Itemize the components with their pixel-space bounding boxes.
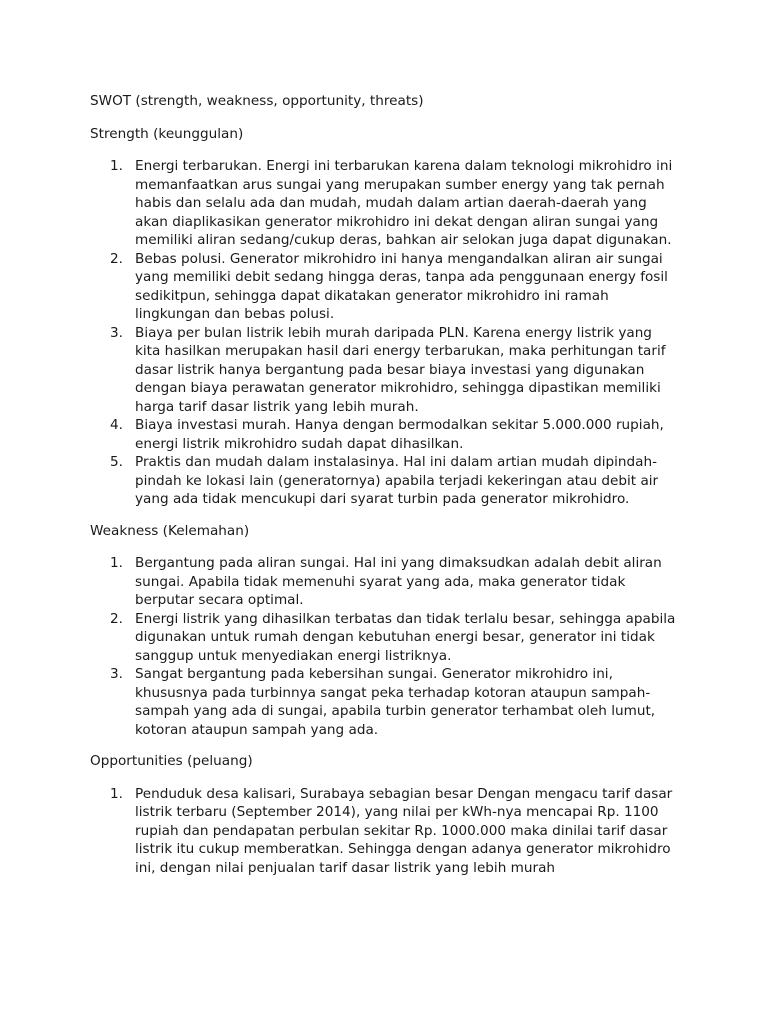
list-number: 1. — [110, 555, 123, 571]
section-heading: Strength (keunggulan) — [90, 125, 244, 142]
numbered-list — [90, 157, 680, 509]
section-weakness — [90, 522, 680, 740]
list-number: 3. — [110, 666, 123, 682]
list-item-text: Praktis dan mudah dalam instalasinya. Hal ini dalam artian mudah dipindah-pindah ke lokasi lain (generatornya) apabila terjadi kekeringan atau debit air yang ada tidak mencukupi dari syarat turbin pada generator mikrohidro. — [135, 454, 659, 507]
list-item-text: Bergantung pada aliran sungai. Hal ini yang dimaksudkan adalah debit aliran sungai. Apabila tidak memenuhi syarat yang ada, maka generator tidak berputar secara optimal. — [135, 555, 662, 608]
list-item — [90, 554, 680, 610]
list-item-text: Energi terbarukan. Energi ini terbarukan karena dalam teknologi mikrohidro ini memanfaatkan arus sungai yang merupakan sumber energy yang tak pernah habis dan selalu ada dan mudah, mudah dalam artian daerah-daerah yang akan diaplikasikan generator mikrohidro ini dekat dengan aliran sungai yang memiliki aliran sedang/cukup deras, bahkan air selokan juga dapat digunakan. — [135, 158, 673, 248]
list-item — [90, 610, 680, 666]
list-item — [90, 324, 680, 417]
list-item — [90, 665, 680, 739]
document-title: SWOT (strength, weakness, opportunity, threats) — [90, 93, 424, 109]
list-number: 4. — [110, 417, 123, 433]
list-item — [90, 250, 680, 324]
list-item-text: Biaya per bulan listrik lebih murah daripada PLN. Karena energy listrik yang kita hasilkan merupakan hasil dari energy terbarukan, maka perhitungan tarif dasar listrik hanya bergantung pada besar biaya investasi yang digunakan dengan biaya perawatan generator mikrohidro, sehingga dipastikan memiliki harga tarif dasar listrik yang lebih murah. — [135, 324, 666, 415]
list-number: 1. — [110, 785, 123, 802]
document-page — [90, 92, 680, 890]
list-item-text: Sangat bergantung pada kebersihan sungai. Generator mikrohidro ini, khususnya pada turbinnya sangat peka terhadap kotoran ataupun sampah-sampah yang ada di sungai, apabila turbin generator terhambat oleh lumut, kotoran ataupun sampah yang ada. — [135, 666, 656, 738]
list-item-text: Bebas polusi. Generator mikrohidro ini hanya mengandalkan aliran air sungai yang memiliki debit sedang hingga deras, tanpa ada penggunaan energy fosil sedikitpun, sehingga dapat dikatakan generator mikrohidro ini ramah lingkungan dan bebas polusi. — [135, 250, 668, 322]
list-number: 3. — [110, 324, 123, 341]
section-strength — [90, 125, 680, 509]
list-item — [90, 157, 680, 250]
section-heading: Opportunities (peluang) — [90, 753, 253, 769]
list-number: 2. — [110, 250, 123, 267]
list-number: 2. — [110, 610, 123, 627]
list-number: 5. — [110, 454, 123, 470]
list-item — [90, 785, 680, 878]
list-item — [90, 453, 680, 509]
list-item-text: Penduduk desa kalisari, Surabaya sebagian besar Dengan mengacu tarif dasar listrik terbaru (September 2014), yang nilai per kWh-nya mencapai Rp. 1100 rupiah dan pendapatan perbulan sekitar Rp. 1000.000 maka dinilai tarif dasar listrik itu cukup memberatkan. Sehingga dengan adanya generator mikrohidro ini, dengan nilai penjualan tarif dasar listrik yang lebih murah — [135, 785, 673, 876]
numbered-list — [90, 554, 680, 739]
numbered-list — [90, 785, 680, 878]
list-item-text: Biaya investasi murah. Hanya dengan bermodalkan sekitar 5.000.000 rupiah, energi listrik mikrohidro sudah dapat dihasilkan. — [135, 417, 664, 452]
section-opportunities — [90, 752, 680, 877]
section-heading: Weakness (Kelemahan) — [90, 522, 250, 539]
list-item — [90, 416, 680, 453]
list-item-text: Energi listrik yang dihasilkan terbatas dan tidak terlalu besar, sehingga apabila digunakan untuk rumah dengan kebutuhan energi besar, generator ini tidak sanggup untuk menyediakan energi listriknya. — [135, 610, 676, 664]
list-number: 1. — [110, 158, 123, 174]
